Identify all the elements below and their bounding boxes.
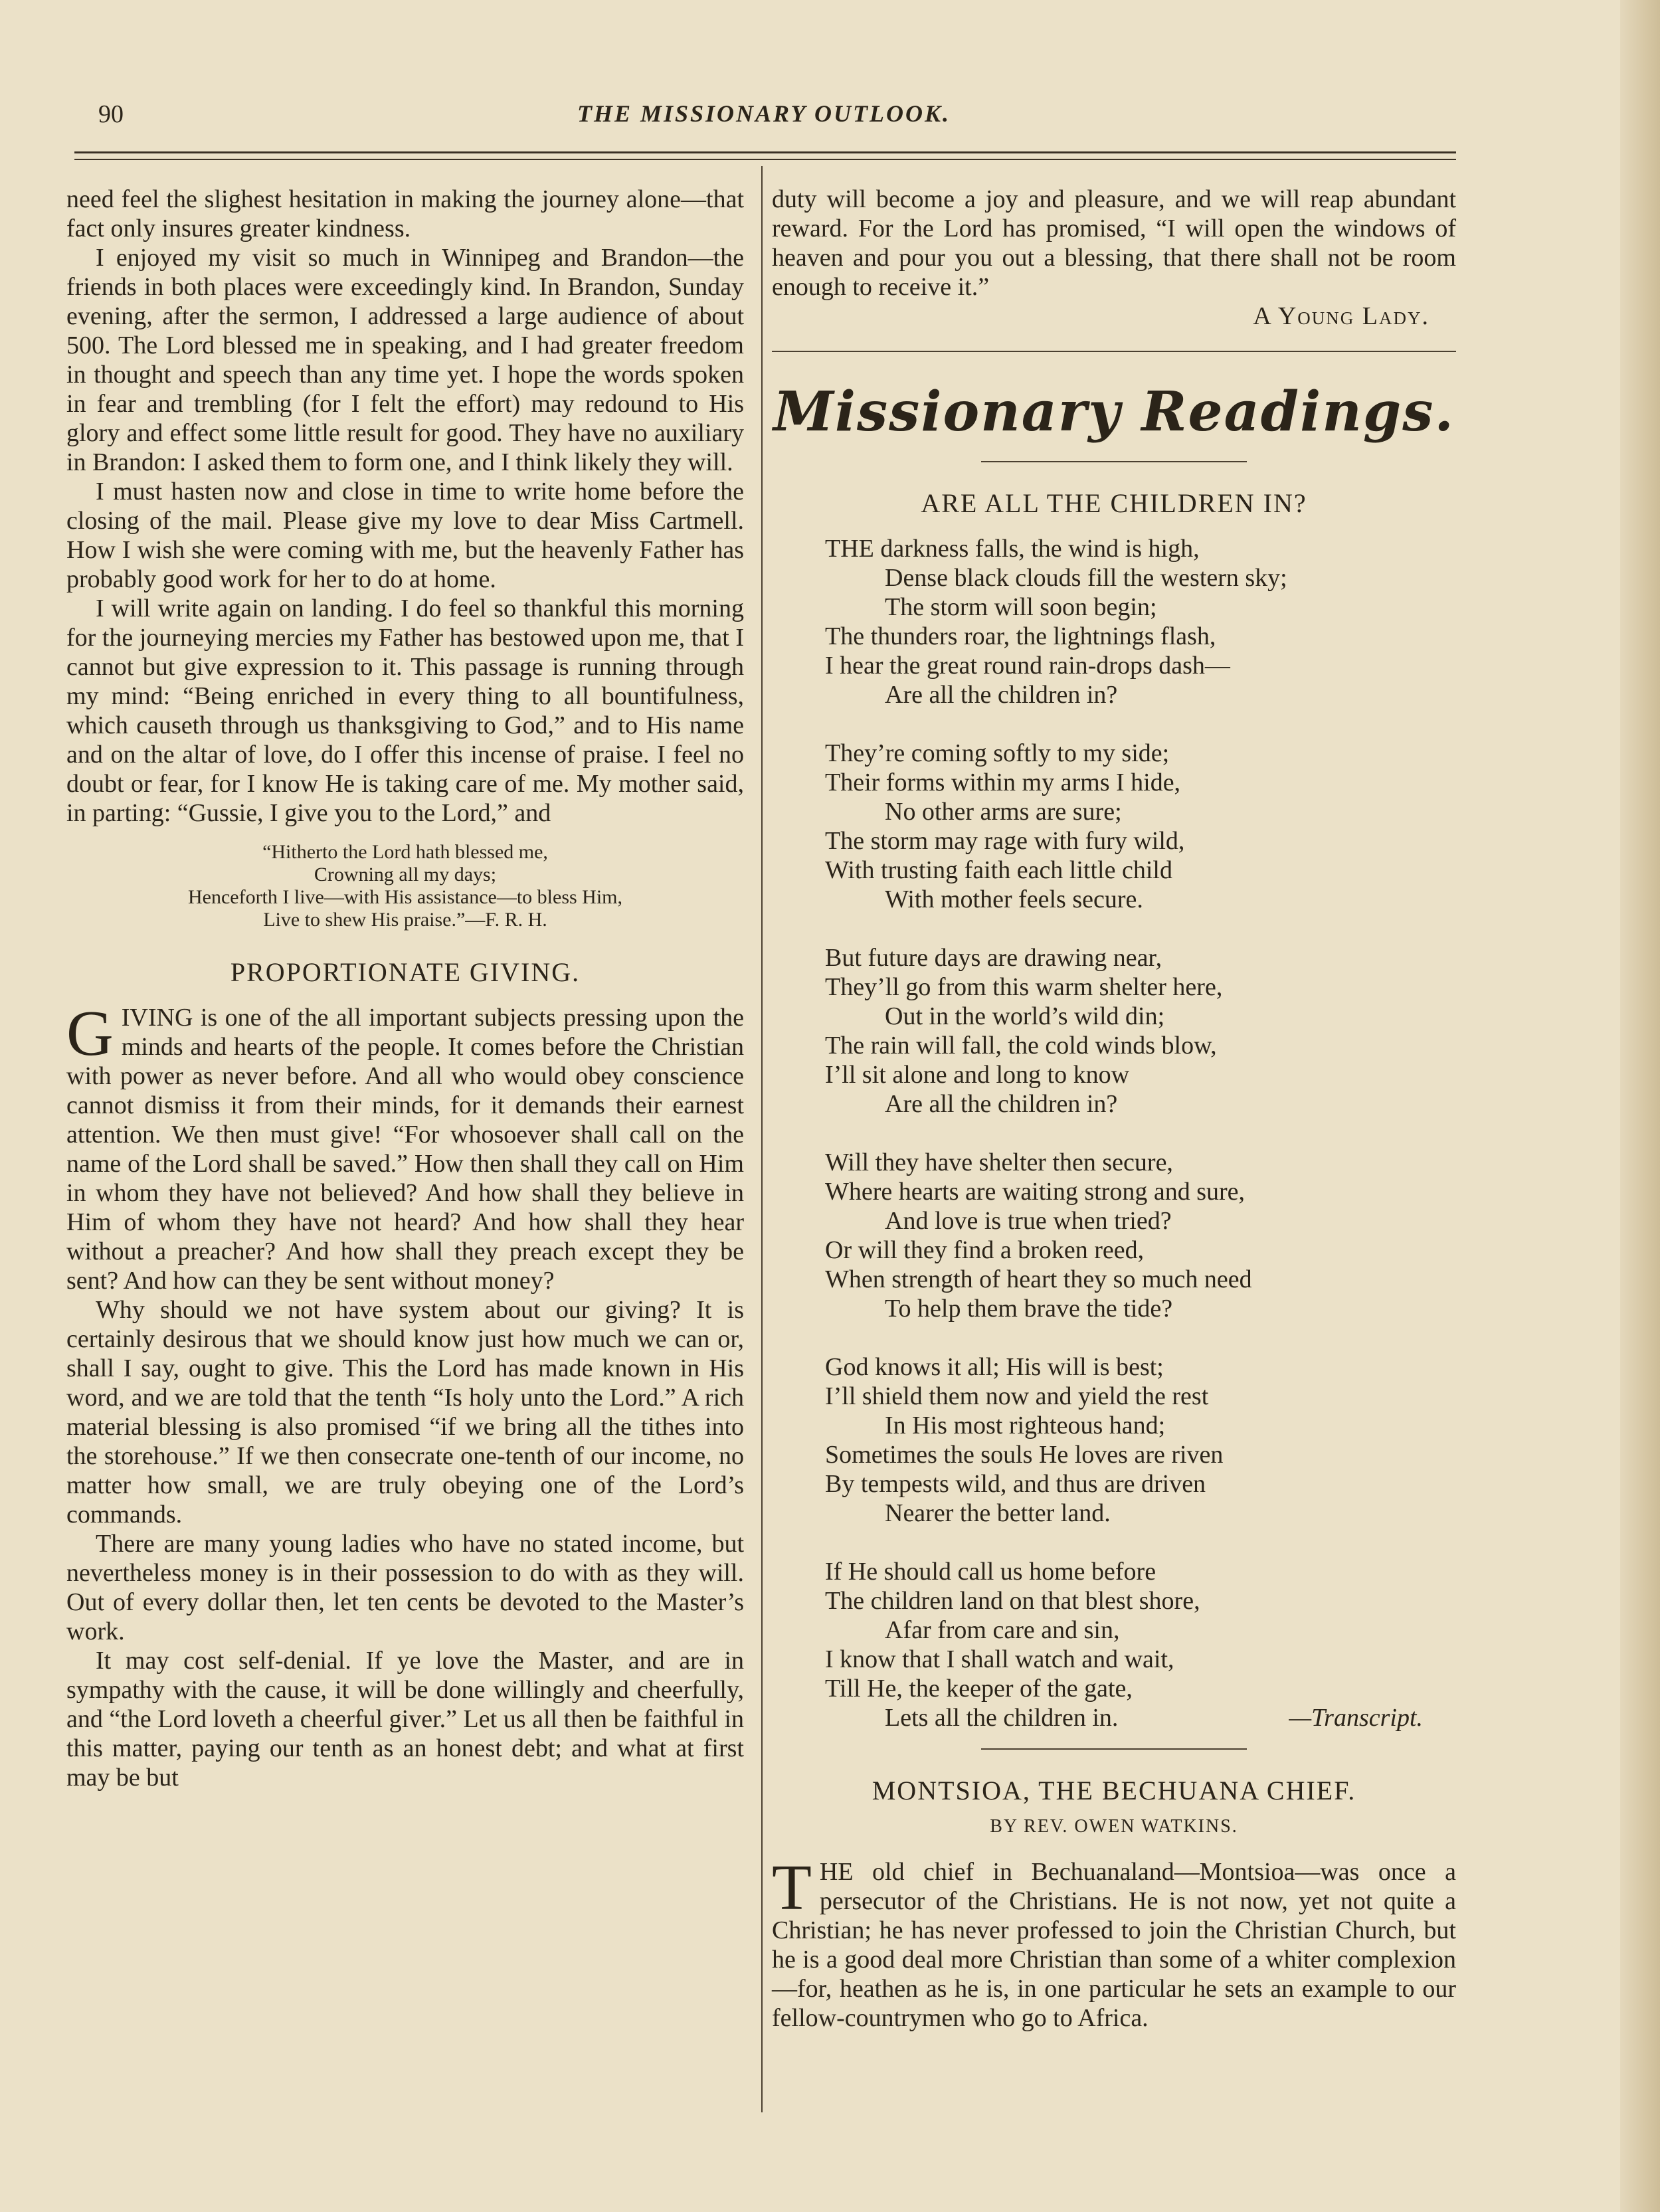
- poem-line: They’re coming softly to my side;: [825, 739, 1170, 767]
- article-heading: MONTSIOA, THE BECHUANA CHIEF.: [872, 1776, 1356, 1805]
- poem-line: Are all the children in?: [885, 1090, 1118, 1118]
- poem-stanza: [825, 1352, 1456, 1528]
- giving-heading: PROPORTIONATE GIVING.: [230, 957, 581, 987]
- drop-cap: G: [66, 998, 114, 1069]
- poem-line: With mother feels secure.: [885, 885, 1143, 913]
- poem-line: Or will they find a broken reed,: [825, 1236, 1145, 1264]
- poem-line: And love is true when tried?: [885, 1207, 1172, 1235]
- poem-line: God knows it all; His will is best;: [825, 1353, 1164, 1381]
- article-paragraph: HE old chief in Bechuanaland—Montsioa—was once a persecutor of the Christians. He is not now, yet not quite a Christian; he has never professed to join the Christian Church, but he is a good deal more Christian than some of a whiter complexion—for, heathen as he is, in one particular he sets an example to our fellow-countrymen who go to Africa.: [772, 1858, 1456, 2032]
- poem-line: I know that I shall watch and wait,: [825, 1645, 1174, 1673]
- poem-line: Their forms within my arms I hide,: [825, 769, 1181, 796]
- poem-line: Will they have shelter then secure,: [825, 1149, 1173, 1176]
- poem-stanza: [825, 1148, 1456, 1323]
- left-column: [66, 185, 744, 1792]
- poem-line: They’ll go from this warm shelter here,: [825, 973, 1223, 1001]
- poem-line: Dense black clouds fill the western sky;: [885, 564, 1287, 592]
- poem-line: Are all the children in?: [885, 681, 1118, 709]
- poem-stanza: [825, 1557, 1456, 1732]
- poem-line: I’ll shield them now and yield the rest: [825, 1382, 1209, 1410]
- letter-paragraph: need feel the slighest hesitation in making the journey alone—that fact only insures greater kindness.: [66, 185, 744, 242]
- poem-line: Where hearts are waiting strong and sure,: [825, 1178, 1245, 1206]
- poem-line: If He should call us home before: [825, 1558, 1156, 1586]
- poem-line: Lets all the children in.: [885, 1704, 1119, 1732]
- banner-rule: [981, 461, 1247, 462]
- poem-line: Nearer the better land.: [885, 1499, 1111, 1527]
- poem-line: The children land on that blest shore,: [825, 1587, 1200, 1615]
- poem-line: With trusting faith each little child: [825, 856, 1172, 884]
- poem-line: Afar from care and sin,: [885, 1616, 1120, 1644]
- poem-line: Till He, the keeper of the gate,: [825, 1675, 1133, 1703]
- quote-line: “Hitherto the Lord hath blessed me,: [262, 841, 548, 863]
- poem-line: By tempests wild, and thus are driven: [825, 1470, 1206, 1498]
- poem-line: To help them brave the tide?: [885, 1295, 1173, 1323]
- poem-line: THE darkness falls, the wind is high,: [825, 535, 1200, 563]
- poem-line: I’ll sit alone and long to know: [825, 1061, 1130, 1089]
- giving-paragraph: There are many young ladies who have no stated income, but nevertheless money is in their possession to do with as they will. Out of every dollar then, let ten cents be devoted to the Master’s work.: [66, 1530, 744, 1645]
- drop-cap: T: [772, 1852, 812, 1924]
- poem-stanza: [825, 739, 1456, 914]
- poem-line: Out in the world’s wild din;: [885, 1002, 1165, 1030]
- poem-line: No other arms are sure;: [885, 798, 1122, 826]
- poem-stanza: [825, 943, 1456, 1119]
- section-rule: [772, 351, 1456, 352]
- continuation-paragraph: duty will become a joy and pleasure, and we will reap abundant reward. For the Lord has promised, “I will open the windows of heaven and pour you out a blessing, that there shall not be room enough to receive it.”: [772, 185, 1456, 301]
- poem-line: In His most righteous hand;: [885, 1412, 1166, 1439]
- poem-credit: —Transcript.: [1289, 1704, 1423, 1732]
- continuation-signature-row: [772, 302, 1456, 331]
- poem-stanza: [825, 534, 1456, 709]
- quote-line: Live to shew His praise.”—F. R. H.: [263, 909, 547, 931]
- giving-paragraph: Why should we not have system about our giving? It is certainly desirous that we should know just how much we can or, shall I say, ought to give. This the Lord has made known in His word, and we are told that the tenth “Is holy unto the Lord.” A rich material blessing is also promised “if we bring all the tithes into the storehouse.” If we then consecrate one-tenth of our income, no matter how small, we are truly obeying one of the Lord’s commands.: [66, 1296, 744, 1528]
- poem-line: I hear the great round rain-drops dash—: [825, 652, 1230, 680]
- poem-line: The rain will fall, the cold winds blow,: [825, 1032, 1217, 1060]
- giving-paragraph: IVING is one of the all important subjects pressing upon the minds and hearts of the people. It comes before the Christian with power as never before. And all who would obey conscience cannot dismiss it from their minds, for it demands their earnest attention. We then must give! “For whosoever shall call on the name of the Lord shall be saved.” How then shall they call on Him in whom they have not believed? And how shall they believe in Him of whom they have not heard? And how shall they hear without a preacher? And how shall they preach except they be sent? And how can they be sent without money?: [66, 1004, 744, 1295]
- running-title: THE MISSIONARY OUTLOOK.: [577, 100, 951, 127]
- hymn-quote: [66, 841, 744, 931]
- header-rule: [74, 151, 1456, 160]
- poem-line: The thunders roar, the lightnings flash,: [825, 622, 1216, 650]
- letter-paragraph: I must hasten now and close in time to write home before the closing of the mail. Please give my love to dear Miss Cartmell. How I wish she were coming with me, but the heavenly Father has probably good work for her to do at home.: [66, 478, 744, 593]
- column-divider: [761, 166, 763, 2112]
- signature: A Young Lady.: [1253, 302, 1429, 330]
- poem: [825, 534, 1456, 1732]
- page-number: 90: [98, 100, 124, 128]
- poem-line: But future days are drawing near,: [825, 944, 1162, 972]
- poem-title: ARE ALL THE CHILDREN IN?: [921, 488, 1307, 518]
- section-banner: Missionary Readings.: [773, 380, 1455, 444]
- poem-line: The storm will soon begin;: [885, 593, 1157, 621]
- article-byline: BY REV. OWEN WATKINS.: [990, 1816, 1238, 1837]
- poem-line: When strength of heart they so much need: [825, 1265, 1252, 1293]
- quote-line: Crowning all my days;: [314, 864, 497, 885]
- quote-line: Henceforth I live—with His assistance—to bless Him,: [187, 886, 623, 908]
- poem-line: The storm may rage with fury wild,: [825, 827, 1185, 855]
- poem-line: Sometimes the souls He loves are riven: [825, 1441, 1224, 1469]
- page-header: [73, 100, 1455, 139]
- page-edge-shadow: [1620, 0, 1660, 2212]
- poem-last-line-row: [825, 1703, 1456, 1732]
- letter-paragraph: I enjoyed my visit so much in Winnipeg and Brandon—the friends in both places were exceedingly kind. In Brandon, Sunday evening, after the sermon, I addressed a large audience of about 500. The Lord blessed me in speaking, and I had greater freedom in thought and speech than any time yet. I hope the words spoken in fear and trembling (for I felt the effort) may redound to His glory and effect some little result for good. They have no auxiliary in Brandon: I asked them to form one, and I think likely they will.: [66, 244, 744, 476]
- giving-paragraph: It may cost self-denial. If ye love the Master, and are in sympathy with the cause, it will be done willingly and cheerfully, and “the Lord loveth a cheerful giver.” Let us all then be faithful in this matter, paying our tenth as an honest debt; and what at first may be but: [66, 1647, 744, 1792]
- letter-paragraph: I will write again on landing. I do feel so thankful this morning for the journeying mercies my Father has bestowed upon me, that I cannot but give expression to it. This passage is running through my mind: “Being enriched in every thing to all bountifulness, which causeth through us thanksgiving to God,” and to His name and on the altar of love, do I offer this incense of praise. I feel no doubt or fear, for I know He is taking care of me. My mother said, in parting: “Gussie, I give you to the Lord,” and: [66, 595, 744, 827]
- article-rule: [981, 1748, 1247, 1750]
- right-column: [772, 185, 1456, 2033]
